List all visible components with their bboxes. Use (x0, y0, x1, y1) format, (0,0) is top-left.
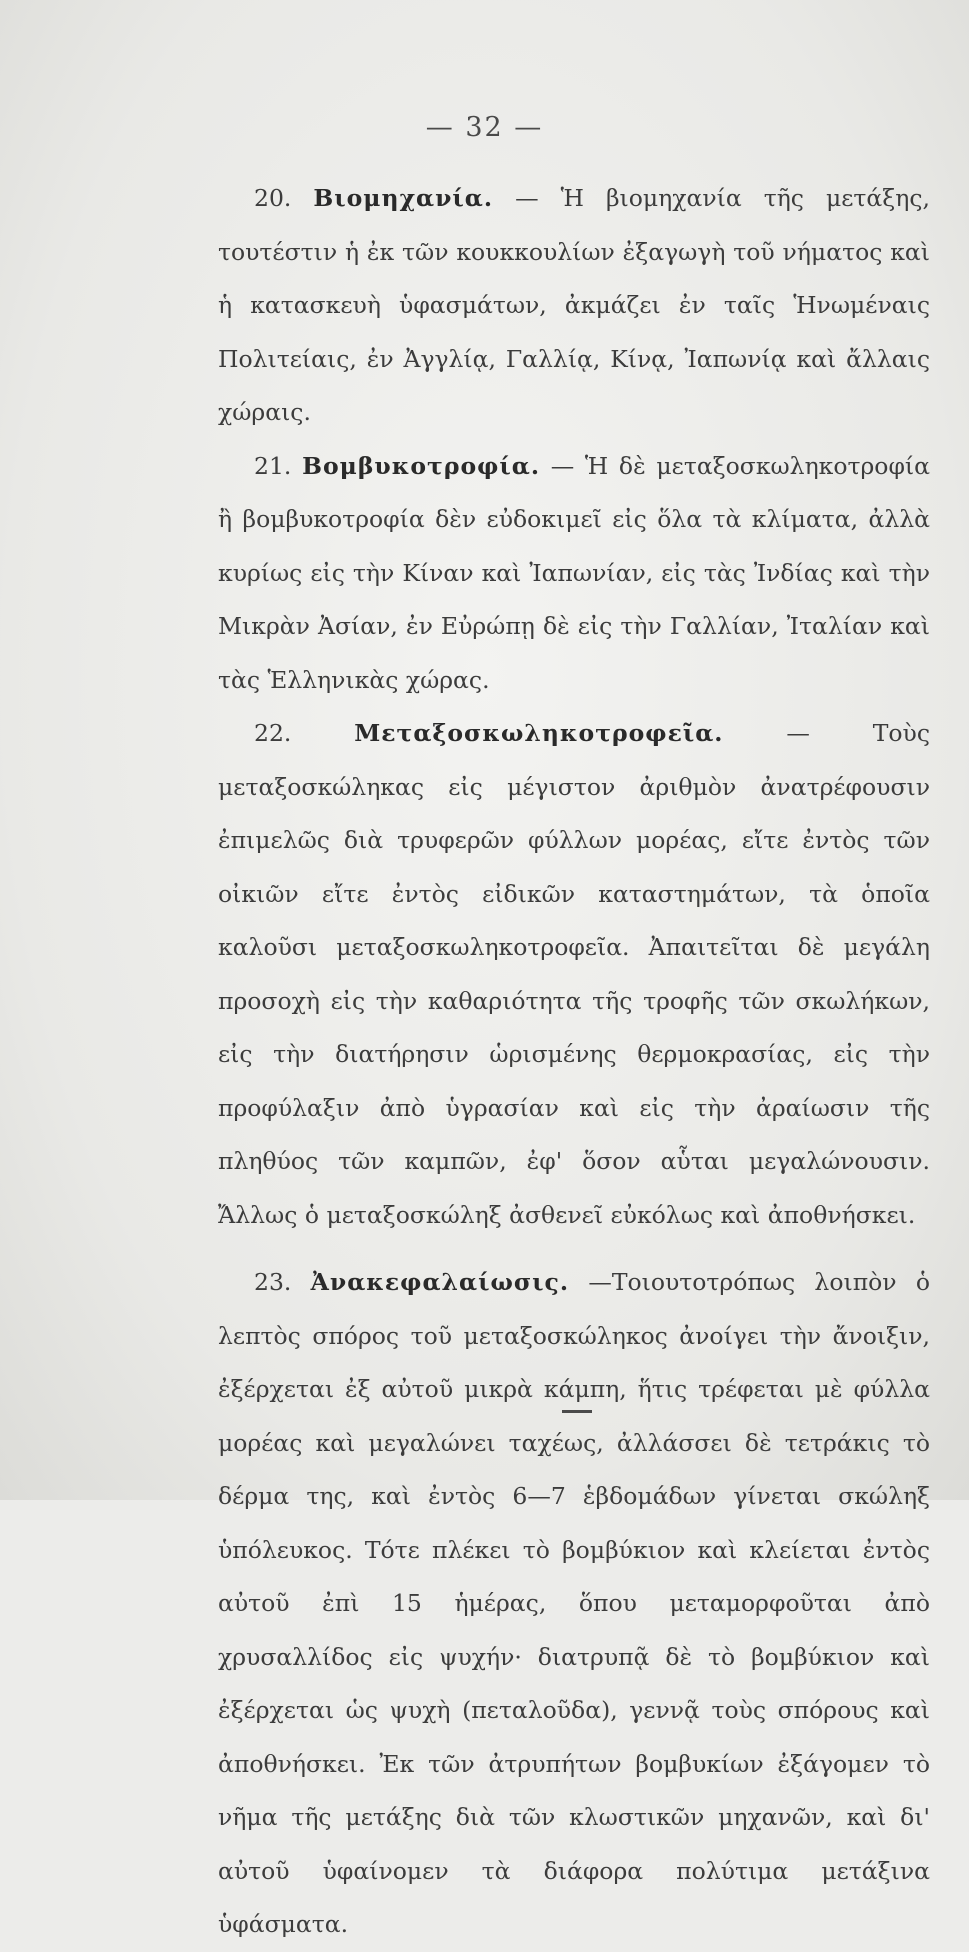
section-body: —Τοιουτοτρόπως λοιπὸν ὁ λεπτὸς σπόρος τοῦ μεταξοσκώληκος ἀνοίγει τὴν ἄνοιξιν, ἐξέρχεται ἐξ αὐτοῦ μικρὰ κάμπη, ἥτις τρέφεται μὲ φύλλα μορέας καὶ μεγαλώνει ταχέως, ἀλλάσσει δὲ τετράκις τὸ δέρμα της, καὶ ἐντὸς 6—7 ἑβδομάδων γίνεται σκώληξ ὑπόλευκος. Τότε πλέκει τὸ βομβύκιον καὶ κλείεται ἐντὸς αὐτοῦ ἐπὶ 15 ἡμέρας, ὅπου μεταμορφοῦται ἀπὸ χρυσαλλίδος εἰς ψυχήν· διατρυπᾷ δὲ τὸ βομβύκιον καὶ ἐξέρχεται ὡς ψυχὴ (πεταλοῦδα), γεννᾷ τοὺς σπόρους καὶ ἀποθνήσκει. Ἐκ τῶν ἀτρυπήτων βομβυκίων ἐξάγομεν τὸ νῆμα τῆς μετάξης διὰ τῶν κλωστικῶν μηχανῶν, καὶ δι' αὐτοῦ ὑφαίνομεν τὰ διάφορα πολύτιμα μετάξινα ὑφάσματα. (218, 1268, 930, 1938)
page-number: — 32 — (425, 112, 544, 143)
section-body: — Ἡ βιομηχανία τῆς μετάξης, τουτέστιν ἡ ἐκ τῶν κουκκουλίων ἐξαγωγὴ τοῦ νήματος καὶ ἡ κατασκευὴ ὑφασμάτων, ἀκμάζει ἐν ταῖς Ἡνωμέναις Πολιτείαις, ἐν Ἀγγλίᾳ, Γαλλίᾳ, Κίνᾳ, Ἰαπωνίᾳ καὶ ἄλλαις χώραις. (218, 184, 930, 426)
section-23-paragraph (218, 1256, 930, 1952)
section-number: 20. (254, 184, 292, 212)
section-number: 22. (254, 719, 292, 747)
section-number: 23. (254, 1268, 292, 1296)
section-body: — Τοὺς μεταξοσκώληκας εἰς μέγιστον ἀριθμὸν ἀνατρέφουσιν ἐπιμελῶς διὰ τρυφερῶν φύλλων μορέας, εἴτε ἐντὸς τῶν οἰκιῶν εἴτε ἐντὸς εἰδικῶν καταστημάτων, τὰ ὁποῖα καλοῦσι μεταξοσκωληκοτροφεῖα. Ἀπαιτεῖται δὲ μεγάλη προσοχὴ εἰς τὴν καθαριότητα τῆς τροφῆς τῶν σκωλήκων, εἰς τὴν διατήρησιν ὡρισμένης θερμοκρασίας, εἰς τὴν προφύλαξιν ἀπὸ ὑγρασίαν καὶ εἰς τὴν ἀραίωσιν τῆς πληθύος τῶν καμπῶν, ἐφ' ὅσον αὗται μεγαλώνουσιν. Ἄλλως ὁ μεταξοσκώληξ ἀσθενεῖ εὐκόλως καὶ ἀποθνήσκει. (218, 719, 930, 1229)
section-heading: Βιομηχανία. (313, 184, 494, 212)
section-number: 21. (254, 451, 292, 480)
section-body: — Ἡ δὲ μεταξοσκωληκοτροφία ἢ βομβυκοτροφία δὲν εὐδοκιμεῖ εἰς ὅλα τὰ κλίματα, ἀλλὰ κυρίως εἰς τὴν Κίναν καὶ Ἰαπωνίαν, εἰς τὰς Ἰνδίας καὶ τὴν Μικρὰν Ἀσίαν, ἐν Εὐρώπῃ δὲ εἰς τὴν Γαλλίαν, Ἰταλίαν καὶ τὰς Ἑλληνικὰς χώρας. (218, 451, 930, 694)
section-heading: Ἀνακεφαλαίωσις. (310, 1268, 570, 1296)
section-22-paragraph (218, 707, 930, 1242)
section-20-paragraph (218, 172, 930, 440)
section-heading: Μεταξοσκωληκοτροφεῖα. (354, 719, 724, 747)
end-rule (562, 1410, 592, 1413)
text-body (218, 172, 930, 1952)
section-21-paragraph (218, 440, 930, 708)
section-heading: Βομβυκοτροφία. (302, 451, 541, 480)
